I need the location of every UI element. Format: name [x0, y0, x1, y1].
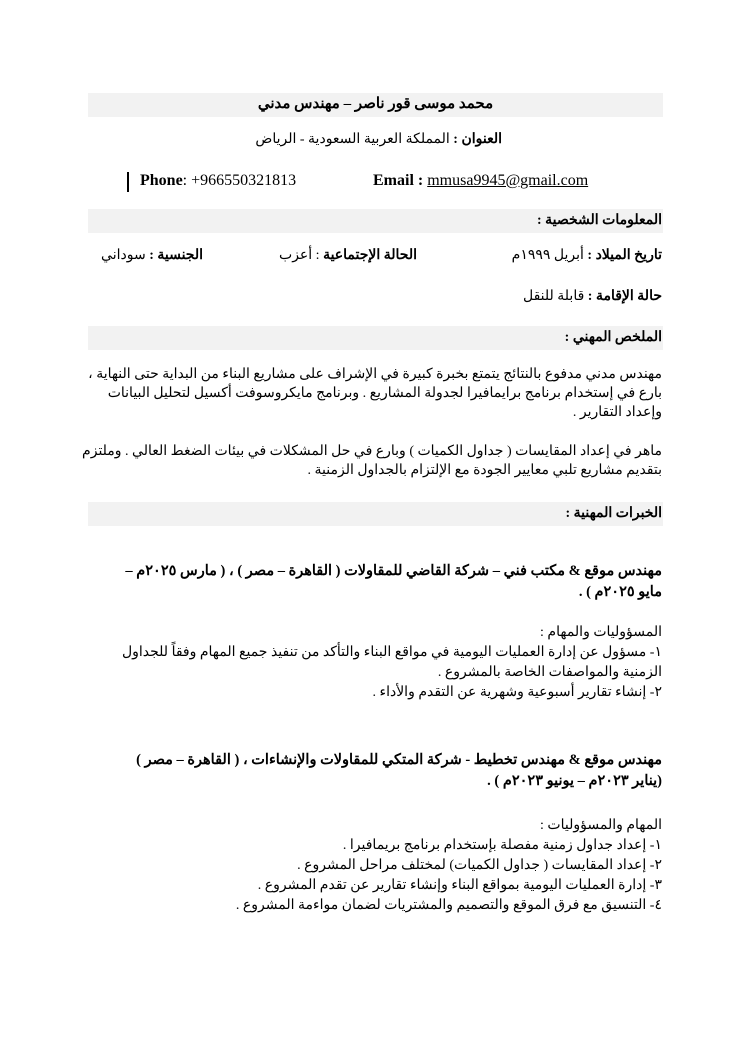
- dob-label: تاريخ الميلاد :: [587, 248, 662, 263]
- summary-line: ماهر في إعداد المقايسات ( جداول الكميات ) وبارع في حل المشكلات في بيئات الضغط العالي . وملتزم: [82, 444, 662, 459]
- job-title-line: (يناير ٢٠٢٣م – يونيو ٢٠٢٣م ) .: [487, 773, 662, 789]
- duty-item: ٢- إنشاء تقارير أسبوعية وشهرية عن التقدم والأداء .: [372, 685, 662, 700]
- duty-item: ١- إعداد جداول زمنية مفصلة بإستخدام برنامج بريمافيرا .: [342, 838, 662, 853]
- address-label: العنوان :: [453, 132, 502, 147]
- job-title-line: مايو ٢٠٢٥م ) .: [578, 584, 662, 600]
- marital-field: [279, 247, 417, 264]
- contact-divider: [127, 172, 129, 192]
- job-title-line: مهندس موقع & مهندس تخطيط - شركة المتكي للمقاولات والإنشاءات ، ( القاهرة – مصر ): [136, 752, 662, 768]
- job-2-duties: [82, 816, 662, 916]
- name-title: محمد موسى قور ناصر – مهندس مدني: [257, 96, 494, 112]
- summary-paragraph-2: [82, 442, 662, 480]
- nationality-field: [101, 247, 203, 264]
- summary-line: بارع في إستخدام برنامج برايمافيرا لجدولة المشاريع . وبرنامج مايكروسوفت أكسيل لتحليل البيانات: [107, 386, 662, 401]
- email-label: Email :: [373, 172, 424, 189]
- duty-item: ٣- إدارة العمليات اليومية بمواقع البناء وإنشاء تقارير عن تقدم المشروع .: [257, 878, 662, 893]
- duties-label: المهام والمسؤوليات :: [540, 818, 662, 833]
- job-title-line: مهندس موقع & مكتب فني – شركة القاضي للمقاولات ( القاهرة – مصر ) ، ( مارس ٢٠٢٥م –: [125, 563, 662, 579]
- dob-field: [512, 247, 662, 264]
- job-1-duties: [82, 623, 662, 703]
- nationality-value: سوداني: [101, 248, 146, 263]
- job-2-title: [82, 750, 662, 792]
- email-link[interactable]: mmusa9945@gmail.com: [427, 172, 589, 189]
- duty-item: ٤- التنسيق مع فرق الموقع والتصميم والمشتريات لضمان مواءمة المشروع .: [235, 898, 662, 913]
- phone-label: Phone: [140, 172, 183, 189]
- summary-line: وإعداد التقارير .: [572, 405, 662, 420]
- summary-line: بتقديم مشاريع تلبي معايير الجودة مع الإلتزام بالجداول الزمنية .: [307, 463, 662, 478]
- duty-item: ١- مسؤول عن إدارة العمليات اليومية في مواقع البناء والتأكد من تنفيذ جميع المهام وفقاً للجداول: [121, 645, 662, 660]
- residence-value: قابلة للنقل: [522, 289, 585, 304]
- marital-label: الحالة الإجتماعية: [323, 248, 417, 263]
- duty-item: الزمنية والمواصفات الخاصة بالمشروع .: [437, 665, 662, 680]
- summary-heading: الملخص المهني :: [564, 330, 662, 345]
- experience-heading: الخبرات المهنية :: [565, 506, 662, 521]
- residence-label: حالة الإقامة :: [587, 289, 662, 304]
- address-value: المملكة العربية السعودية - الرياض: [255, 132, 450, 147]
- phone-line: [140, 172, 296, 190]
- job-1-title: [82, 561, 662, 603]
- marital-value: : أعزب: [279, 248, 320, 263]
- summary-paragraph-1: [82, 365, 662, 422]
- dob-value: أبريل ١٩٩٩م: [511, 248, 584, 263]
- nationality-label: الجنسية :: [149, 248, 203, 263]
- summary-line: مهندس مدني مدفوع بالنتائج يتمتع بخبرة كبيرة في الإشراف على مشاريع البناء من البداية حتى النهاية ،: [88, 367, 662, 382]
- phone-value: : +966550321813: [182, 172, 297, 189]
- personal-heading: المعلومات الشخصية :: [536, 213, 662, 228]
- duties-label: المسؤوليات والمهام :: [540, 625, 662, 640]
- address-line: [255, 131, 502, 148]
- residence-field: [523, 288, 662, 305]
- duty-item: ٢- إعداد المقايسات ( جداول الكميات) لمختلف مراحل المشروع .: [297, 858, 662, 873]
- email-line: [373, 172, 588, 190]
